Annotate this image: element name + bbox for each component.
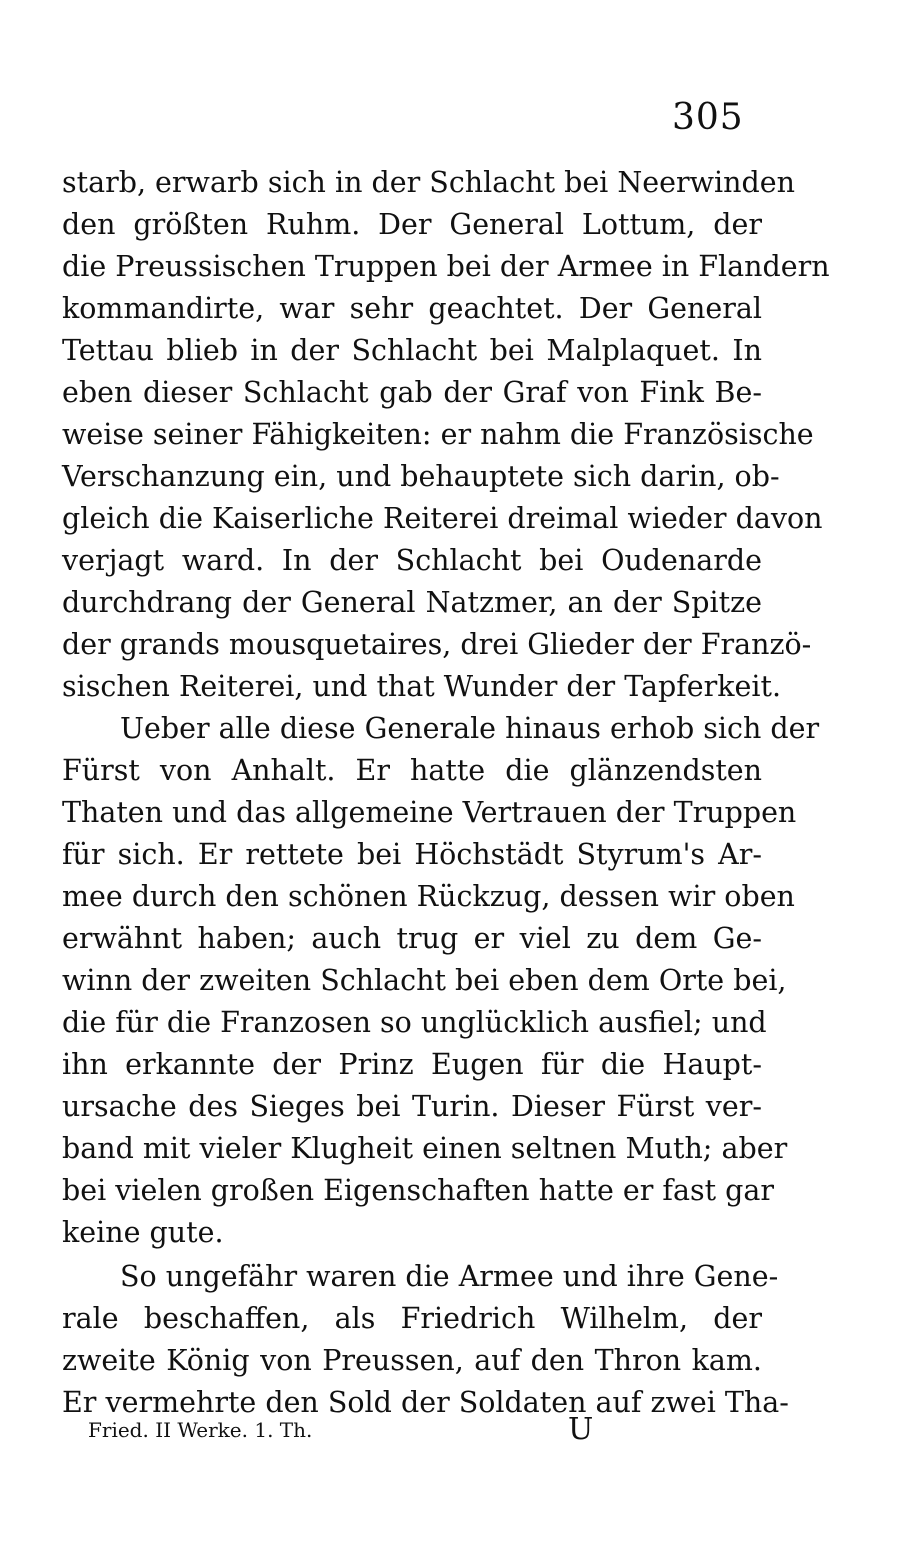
text-line: zweite König von Preussen, auf den Thron kam. bbox=[62, 1344, 762, 1377]
text-line: verjagt ward. In der Schlacht bei Oudenarde bbox=[62, 544, 762, 577]
page-footer bbox=[88, 1410, 648, 1450]
text-line: So ungefähr waren die Armee und ihre Gene- bbox=[120, 1260, 779, 1293]
text-line: erwähnt haben; auch trug er viel zu dem Ge- bbox=[62, 922, 762, 955]
text-line: weise seiner Fähigkeiten: er nahm die Französische bbox=[62, 418, 814, 451]
sheet-mark: U bbox=[568, 1412, 594, 1447]
text-line: eben dieser Schlacht gab der Graf von Fink Be- bbox=[62, 376, 762, 409]
text-line: bei vielen großen Eigenschaften hatte er fast gar bbox=[62, 1174, 774, 1207]
text-line: gleich die Kaiserliche Reiterei dreimal wieder davon bbox=[62, 502, 823, 535]
text-line: band mit vieler Klugheit einen seltnen Muth; aber bbox=[62, 1132, 788, 1165]
page-number: 305 bbox=[672, 97, 744, 138]
text-line: sischen Reiterei, und that Wunder der Tapferkeit. bbox=[62, 670, 782, 703]
text-line: der grands mousquetaires, drei Glieder der Franzö- bbox=[62, 628, 812, 661]
text-line: winn der zweiten Schlacht bei eben dem Orte bei, bbox=[62, 964, 787, 997]
text-line: mee durch den schönen Rückzug, dessen wir oben bbox=[62, 880, 795, 913]
text-line: ihn erkannte der Prinz Eugen für die Haupt- bbox=[62, 1048, 762, 1081]
text-line: Verschanzung ein, und behauptete sich darin, ob- bbox=[62, 460, 780, 493]
text-line: durchdrang der General Natzmer, an der Spitze bbox=[62, 586, 762, 619]
text-line: Fürst von Anhalt. Er hatte die glänzendsten bbox=[62, 754, 762, 787]
text-line: ursache des Sieges bei Turin. Dieser Fürst ver- bbox=[62, 1090, 762, 1123]
text-line: Er vermehrte den Sold der Soldaten auf zwei Tha- bbox=[62, 1386, 789, 1419]
text-line: keine gute. bbox=[62, 1216, 224, 1249]
text-line: Thaten und das allgemeine Vertrauen der Truppen bbox=[62, 796, 797, 829]
text-line: Ueber alle diese Generale hinaus erhob sich der bbox=[120, 712, 820, 745]
text-line: für sich. Er rettete bei Höchstädt Styrum's Ar- bbox=[62, 838, 762, 871]
text-line: die für die Franzosen so unglücklich ausfiel; und bbox=[62, 1006, 767, 1039]
text-line: die Preussischen Truppen bei der Armee in Flandern bbox=[62, 250, 830, 283]
text-line: den größten Ruhm. Der General Lottum, der bbox=[62, 208, 762, 241]
text-line: Tettau blieb in der Schlacht bei Malplaquet. In bbox=[62, 334, 762, 367]
body-text bbox=[62, 162, 830, 1424]
text-line: starb, erwarb sich in der Schlacht bei Neerwinden bbox=[62, 166, 795, 199]
text-line: rale beschaffen, als Friedrich Wilhelm, der bbox=[62, 1302, 762, 1335]
text-line: kommandirte, war sehr geachtet. Der General bbox=[62, 292, 762, 325]
signature-mark: Fried. II Werke. 1. Th. bbox=[88, 1418, 313, 1442]
